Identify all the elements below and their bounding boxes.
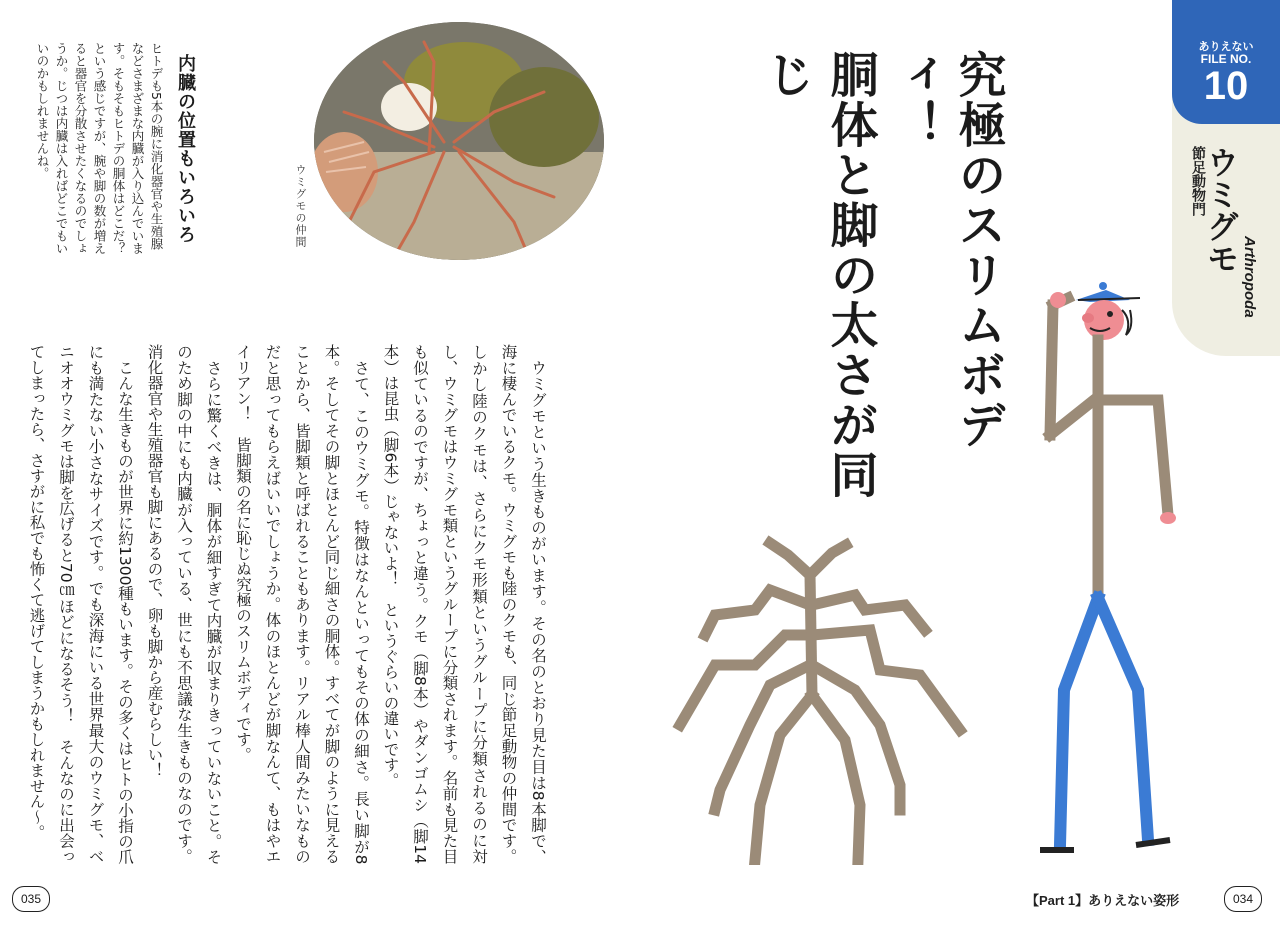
- footer-section: ありえない姿形: [1088, 894, 1180, 909]
- footer-section-label: [1026, 890, 1179, 909]
- stick-person-illustration: [1018, 280, 1198, 865]
- file-badge-number: 10: [1203, 64, 1249, 108]
- file-badge-latin: Arthropoda: [1241, 236, 1258, 318]
- sea-spider-illustration: [660, 535, 980, 865]
- footer-part: 【Part 1】: [1026, 893, 1089, 908]
- photo-caption: ウミグモの仲間: [294, 164, 307, 248]
- headline-line-2: 胴体と脚の太さが同じ: [758, 50, 878, 500]
- page-number-left: 035: [12, 886, 50, 912]
- headline: [758, 50, 1010, 520]
- file-badge-arienai: ありえない: [1198, 40, 1254, 53]
- file-badge-name: ウミグモ: [1202, 146, 1240, 274]
- sidebar-text: ヒトデも5本の腕に消化器官や生殖腺などさまざまな内臓が入り込んでいます。そもそもヒトデの胴体はどこだ？ という感じですが、腕や脚の数が増えると器官を分散させたくなるのでしょうか。じつは内臓は入ればどこでもいいのかもしれませんね。: [35, 42, 164, 267]
- body-paragraph-2: さて、このウミグモ。特徴はなんといってもその体の細さ。長い脚が8本。そしてその脚とほとんど同じ細さの胴体。すべてが脚のように見えることから、皆脚類と呼ばれることもあります。リアル棒人間みたいなものだと思ってもらえばいいでしょうか。体のほとんどが脚なんて、もはやエイリアン！ 皆脚類の名に恥じぬ究極のスリムボディです。: [234, 344, 370, 864]
- sea-spider-photo: [314, 22, 604, 260]
- sidebar-title: 内臓の位置もいろいろ: [175, 54, 196, 244]
- body-paragraph-4: こんな生きものが世界に約1300種もいます。その多くはヒトの小指の爪にも満たない小さなサイズです。でも深海にいる世界最大のウミグモ、ベニオオウミグモは脚を広げると70㎝ほどになるそう！ そんなのに出会ってしまったら、さすがに私でも怖くて逃げてしまうかもしれません～。: [27, 344, 134, 864]
- file-badge-header: [1172, 0, 1280, 124]
- photo-illustration: [314, 22, 604, 260]
- page-number-right: 034: [1224, 886, 1262, 912]
- body-text: [27, 344, 552, 864]
- file-badge-category: 節足動物門: [1190, 146, 1206, 216]
- body-paragraph-3: さらに驚くべきは、胴体が細すぎて内臓が収まりきっていないこと。そのため脚の中にも内臓が入っている、世にも不思議な生きものなのです。消化器官や生殖器官も脚にあるので、卵も脚から産むらしい！: [145, 344, 223, 864]
- body-paragraph-1: ウミグモという生きものがいます。その名のとおり見た目は8本脚で、海に棲んでいるクモ。ウミグモも陸のクモも、同じ節足動物の仲間です。しかし陸のクモは、さらにクモ形類というグループに分類されるのに対し、ウミグモはウミグモ類というグループに分類されます。名前も見た目も似ているのですが、ちょっと違う。クモ（脚8本）やダンゴムシ（脚14本）は昆虫（脚6本）じゃないよ！ というぐらいの違いです。: [381, 344, 547, 864]
- headline-line-1: 究極のスリムボディ！: [886, 50, 1006, 450]
- file-badge-file-no: FILE NO.: [1200, 52, 1252, 66]
